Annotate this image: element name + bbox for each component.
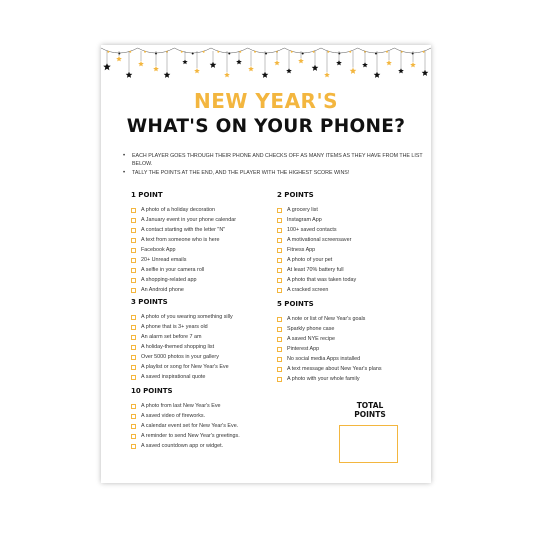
checklist-item-label: A playlist or song for New Year's Eve — [141, 364, 229, 370]
instruction-item: • TALLY THE POINTS AT THE END, AND THE PLAYER WITH THE HIGHEST SCORE WINS! — [123, 170, 423, 178]
game-sheet — [101, 45, 431, 483]
checkbox[interactable] — [131, 218, 136, 223]
star-icon — [312, 65, 319, 71]
checklist-item[interactable] — [277, 334, 427, 344]
star-garland-decoration — [101, 45, 431, 85]
checkbox[interactable] — [131, 355, 136, 360]
checkbox[interactable] — [277, 248, 282, 253]
star-icon — [138, 61, 144, 66]
star-icon — [262, 72, 269, 78]
checklist-item-label: A contact starting with the letter "N" — [141, 227, 226, 233]
checklist-item[interactable] — [131, 332, 281, 342]
checkbox[interactable] — [131, 325, 136, 330]
total-points-label — [345, 401, 395, 419]
garland-string — [101, 48, 431, 53]
checklist-item-label: A saved inspirational quote — [141, 374, 206, 380]
garland-bead — [192, 53, 194, 55]
checkbox[interactable] — [131, 365, 136, 370]
checklist-item[interactable] — [131, 285, 281, 295]
checklist-item[interactable] — [277, 344, 427, 354]
checkbox[interactable] — [131, 424, 136, 429]
star-icon — [386, 60, 392, 65]
star-icon — [374, 72, 381, 78]
star-icon — [298, 58, 304, 63]
garland-bead — [144, 51, 146, 53]
garland-bead — [291, 51, 293, 53]
star-icon — [194, 68, 200, 73]
section-3-points — [131, 298, 281, 382]
checkbox[interactable] — [131, 288, 136, 293]
checklist-item[interactable] — [131, 275, 281, 285]
checklist-item-label: Pinterest App — [287, 346, 320, 352]
star-icon — [103, 63, 111, 70]
star-icon — [210, 62, 217, 68]
garland-bead — [107, 51, 109, 53]
section-heading: 10 POINTS — [131, 387, 173, 395]
checklist-item-label: A saved countdown app or widget. — [141, 443, 224, 449]
checkbox[interactable] — [277, 208, 282, 213]
checklist-item-label: A text from someone who is here — [141, 237, 220, 243]
checklist-item-label: A photo from last New Year's Eve — [141, 403, 221, 409]
checkbox[interactable] — [277, 228, 282, 233]
checklist-item-label: A saved NYE recipe — [287, 336, 335, 342]
star-icon — [182, 59, 187, 64]
section-heading: 2 POINTS — [277, 191, 314, 199]
checklist-item-label: No social media Apps installed — [287, 356, 361, 362]
checklist-item-label: A shopping-related app — [141, 277, 197, 283]
garland-bead — [313, 51, 315, 53]
star-icon — [398, 68, 404, 73]
checkbox[interactable] — [131, 268, 136, 273]
checklist-item[interactable] — [277, 354, 427, 364]
star-icon — [422, 70, 429, 76]
checklist-item[interactable] — [131, 431, 281, 441]
checkbox[interactable] — [277, 377, 282, 382]
section-heading: 3 POINTS — [131, 298, 168, 306]
star-icon — [350, 68, 357, 74]
checklist-item[interactable] — [131, 245, 281, 255]
checklist-item-label: Fitness App — [287, 247, 316, 253]
checklist-item[interactable] — [131, 225, 281, 235]
checklist-item[interactable] — [277, 215, 427, 225]
checklist-item[interactable] — [277, 255, 427, 265]
checklist-item[interactable] — [131, 342, 281, 352]
checklist-item-label: A reminder to send New Year's greetings. — [141, 433, 240, 439]
total-points-box[interactable] — [339, 425, 398, 463]
section-1-point — [131, 191, 281, 295]
checklist-item[interactable] — [131, 401, 281, 411]
section-10-points — [131, 387, 281, 451]
star-icon — [236, 59, 242, 64]
checklist-item[interactable] — [131, 322, 281, 332]
checklist-item-label: A photo of you wearing something silly — [141, 314, 233, 320]
checklist-item-label: At least 70% battery full — [287, 267, 344, 273]
checklist-item-label: A calendar event set for New Year's Eve. — [141, 423, 239, 429]
checklist-item[interactable] — [131, 205, 281, 215]
checklist-item-label: An alarm set before 7 am — [141, 334, 202, 340]
checklist-item-label: A saved video of fireworks. — [141, 413, 206, 419]
checklist-item[interactable] — [277, 314, 427, 324]
garland-bead — [181, 51, 183, 53]
checkbox[interactable] — [131, 434, 136, 439]
checklist-item[interactable] — [131, 352, 281, 362]
checklist-item[interactable] — [131, 215, 281, 225]
garland-bead — [203, 51, 205, 53]
checklist-item-label: A motivational screensaver — [287, 237, 352, 243]
checklist-item-label: A photo with your whole family — [287, 376, 360, 382]
checklist-item-label: A selfie in your camera roll — [141, 267, 205, 273]
section-2-points — [277, 191, 427, 295]
star-icon — [324, 72, 330, 77]
checkbox[interactable] — [277, 258, 282, 263]
checklist-item[interactable] — [131, 265, 281, 275]
checklist-item[interactable] — [277, 364, 427, 374]
garland-bead — [302, 53, 304, 55]
checkbox[interactable] — [131, 375, 136, 380]
checkbox[interactable] — [277, 278, 282, 283]
checkbox[interactable] — [277, 357, 282, 362]
total-label-line2: POINTS — [354, 410, 386, 419]
checklist-item-label: A phone that is 3+ years old — [141, 324, 208, 330]
star-icon — [116, 56, 122, 61]
garland-bead — [118, 53, 120, 55]
checklist-item-label: Instagram App — [287, 217, 322, 223]
star-icon — [224, 72, 230, 77]
checklist-item[interactable] — [277, 374, 427, 384]
section-heading: 1 POINT — [131, 191, 163, 199]
checklist-item[interactable] — [277, 285, 427, 295]
star-icon — [153, 66, 159, 71]
checklist-item-label: A photo of your pet — [287, 257, 333, 263]
title-new-years: NEW YEAR'S — [194, 89, 338, 113]
checklist-item[interactable] — [131, 372, 281, 382]
garland-bead — [254, 51, 256, 53]
checkbox[interactable] — [277, 337, 282, 342]
checklist-item[interactable] — [131, 255, 281, 265]
star-icon — [248, 66, 254, 71]
checkbox[interactable] — [277, 268, 282, 273]
checkbox[interactable] — [131, 414, 136, 419]
checkbox[interactable] — [131, 315, 136, 320]
star-icon — [410, 62, 416, 67]
checklist-item-label: Over 5000 photos in your gallery — [141, 354, 219, 360]
checkbox[interactable] — [131, 335, 136, 340]
garland-bead — [327, 51, 329, 53]
checkbox[interactable] — [277, 317, 282, 322]
checklist-item[interactable] — [277, 205, 427, 215]
checkbox[interactable] — [131, 404, 136, 409]
checkbox[interactable] — [131, 238, 136, 243]
checkbox[interactable] — [131, 345, 136, 350]
garland-bead — [349, 51, 351, 53]
checklist-item[interactable] — [131, 421, 281, 431]
garland-bead — [423, 51, 425, 53]
checkbox[interactable] — [131, 444, 136, 449]
checklist-item[interactable] — [131, 411, 281, 421]
title-whats-on-your-phone: WHAT'S ON YOUR PHONE? — [126, 116, 406, 137]
checklist-item-label: An Android phone — [141, 287, 184, 293]
checkbox[interactable] — [131, 278, 136, 283]
garland-bead — [265, 53, 267, 55]
total-label-line1: TOTAL — [356, 401, 384, 410]
checklist-item-label: A cracked screen — [287, 287, 329, 293]
checklist-item[interactable] — [277, 265, 427, 275]
instructions-list — [123, 153, 423, 179]
checklist-item-label: Sparkly phone case — [287, 326, 335, 332]
checklist-item-label: A grocery list — [287, 207, 318, 213]
checkbox[interactable] — [277, 367, 282, 372]
checklist-item-label: A January event in your phone calendar — [141, 217, 236, 223]
garland-bead — [386, 51, 388, 53]
garland-bead — [228, 53, 230, 55]
checkbox[interactable] — [131, 228, 136, 233]
star-icon — [336, 60, 342, 65]
checklist-item[interactable] — [131, 362, 281, 372]
checkbox[interactable] — [131, 248, 136, 253]
star-icon — [126, 72, 133, 78]
garland-bead — [129, 51, 131, 53]
garland-bead — [412, 53, 414, 55]
checkbox[interactable] — [277, 238, 282, 243]
checklist-item[interactable] — [277, 225, 427, 235]
checklist-item-label: A photo of a holiday decoration — [141, 207, 216, 213]
checklist-item-label: 100+ saved contacts — [287, 227, 337, 233]
garland-bead — [217, 51, 219, 53]
section-5-points — [277, 300, 427, 384]
checklist-item[interactable] — [277, 275, 427, 285]
checklist-item-label: 20+ Unread emails — [141, 257, 187, 263]
star-icon — [286, 68, 292, 73]
star-icon — [274, 60, 280, 65]
checklist-item[interactable] — [131, 235, 281, 245]
checkbox[interactable] — [277, 218, 282, 223]
garland-bead — [239, 51, 241, 53]
checklist-item[interactable] — [131, 441, 281, 451]
checklist-item-label: A text message about New Year's plans — [287, 366, 382, 372]
garland-bead — [338, 53, 340, 55]
checkbox[interactable] — [277, 288, 282, 293]
checkbox[interactable] — [277, 327, 282, 332]
checklist-item-label: Facebook App — [141, 247, 176, 253]
section-heading: 5 POINTS — [277, 300, 314, 308]
checklist-item[interactable] — [277, 245, 427, 255]
checklist-item-label: A photo that was taken today — [287, 277, 357, 283]
star-icon — [164, 72, 171, 78]
checklist-item[interactable] — [131, 312, 281, 322]
checklist-item-label: A holiday-themed shopping list — [141, 344, 215, 350]
checkbox[interactable] — [131, 258, 136, 263]
checkbox[interactable] — [131, 208, 136, 213]
checklist-item[interactable] — [277, 235, 427, 245]
garland-bead — [375, 53, 377, 55]
checklist-item-label: A note or list of New Year's goals — [287, 316, 366, 322]
star-icon — [362, 62, 368, 67]
instruction-item: • EACH PLAYER GOES THROUGH THEIR PHONE AND CHECKS OFF AS MANY ITEMS AS THEY HAVE FROM THE LIST BELOW. — [123, 153, 423, 168]
checkbox[interactable] — [277, 347, 282, 352]
checklist-item[interactable] — [277, 324, 427, 334]
